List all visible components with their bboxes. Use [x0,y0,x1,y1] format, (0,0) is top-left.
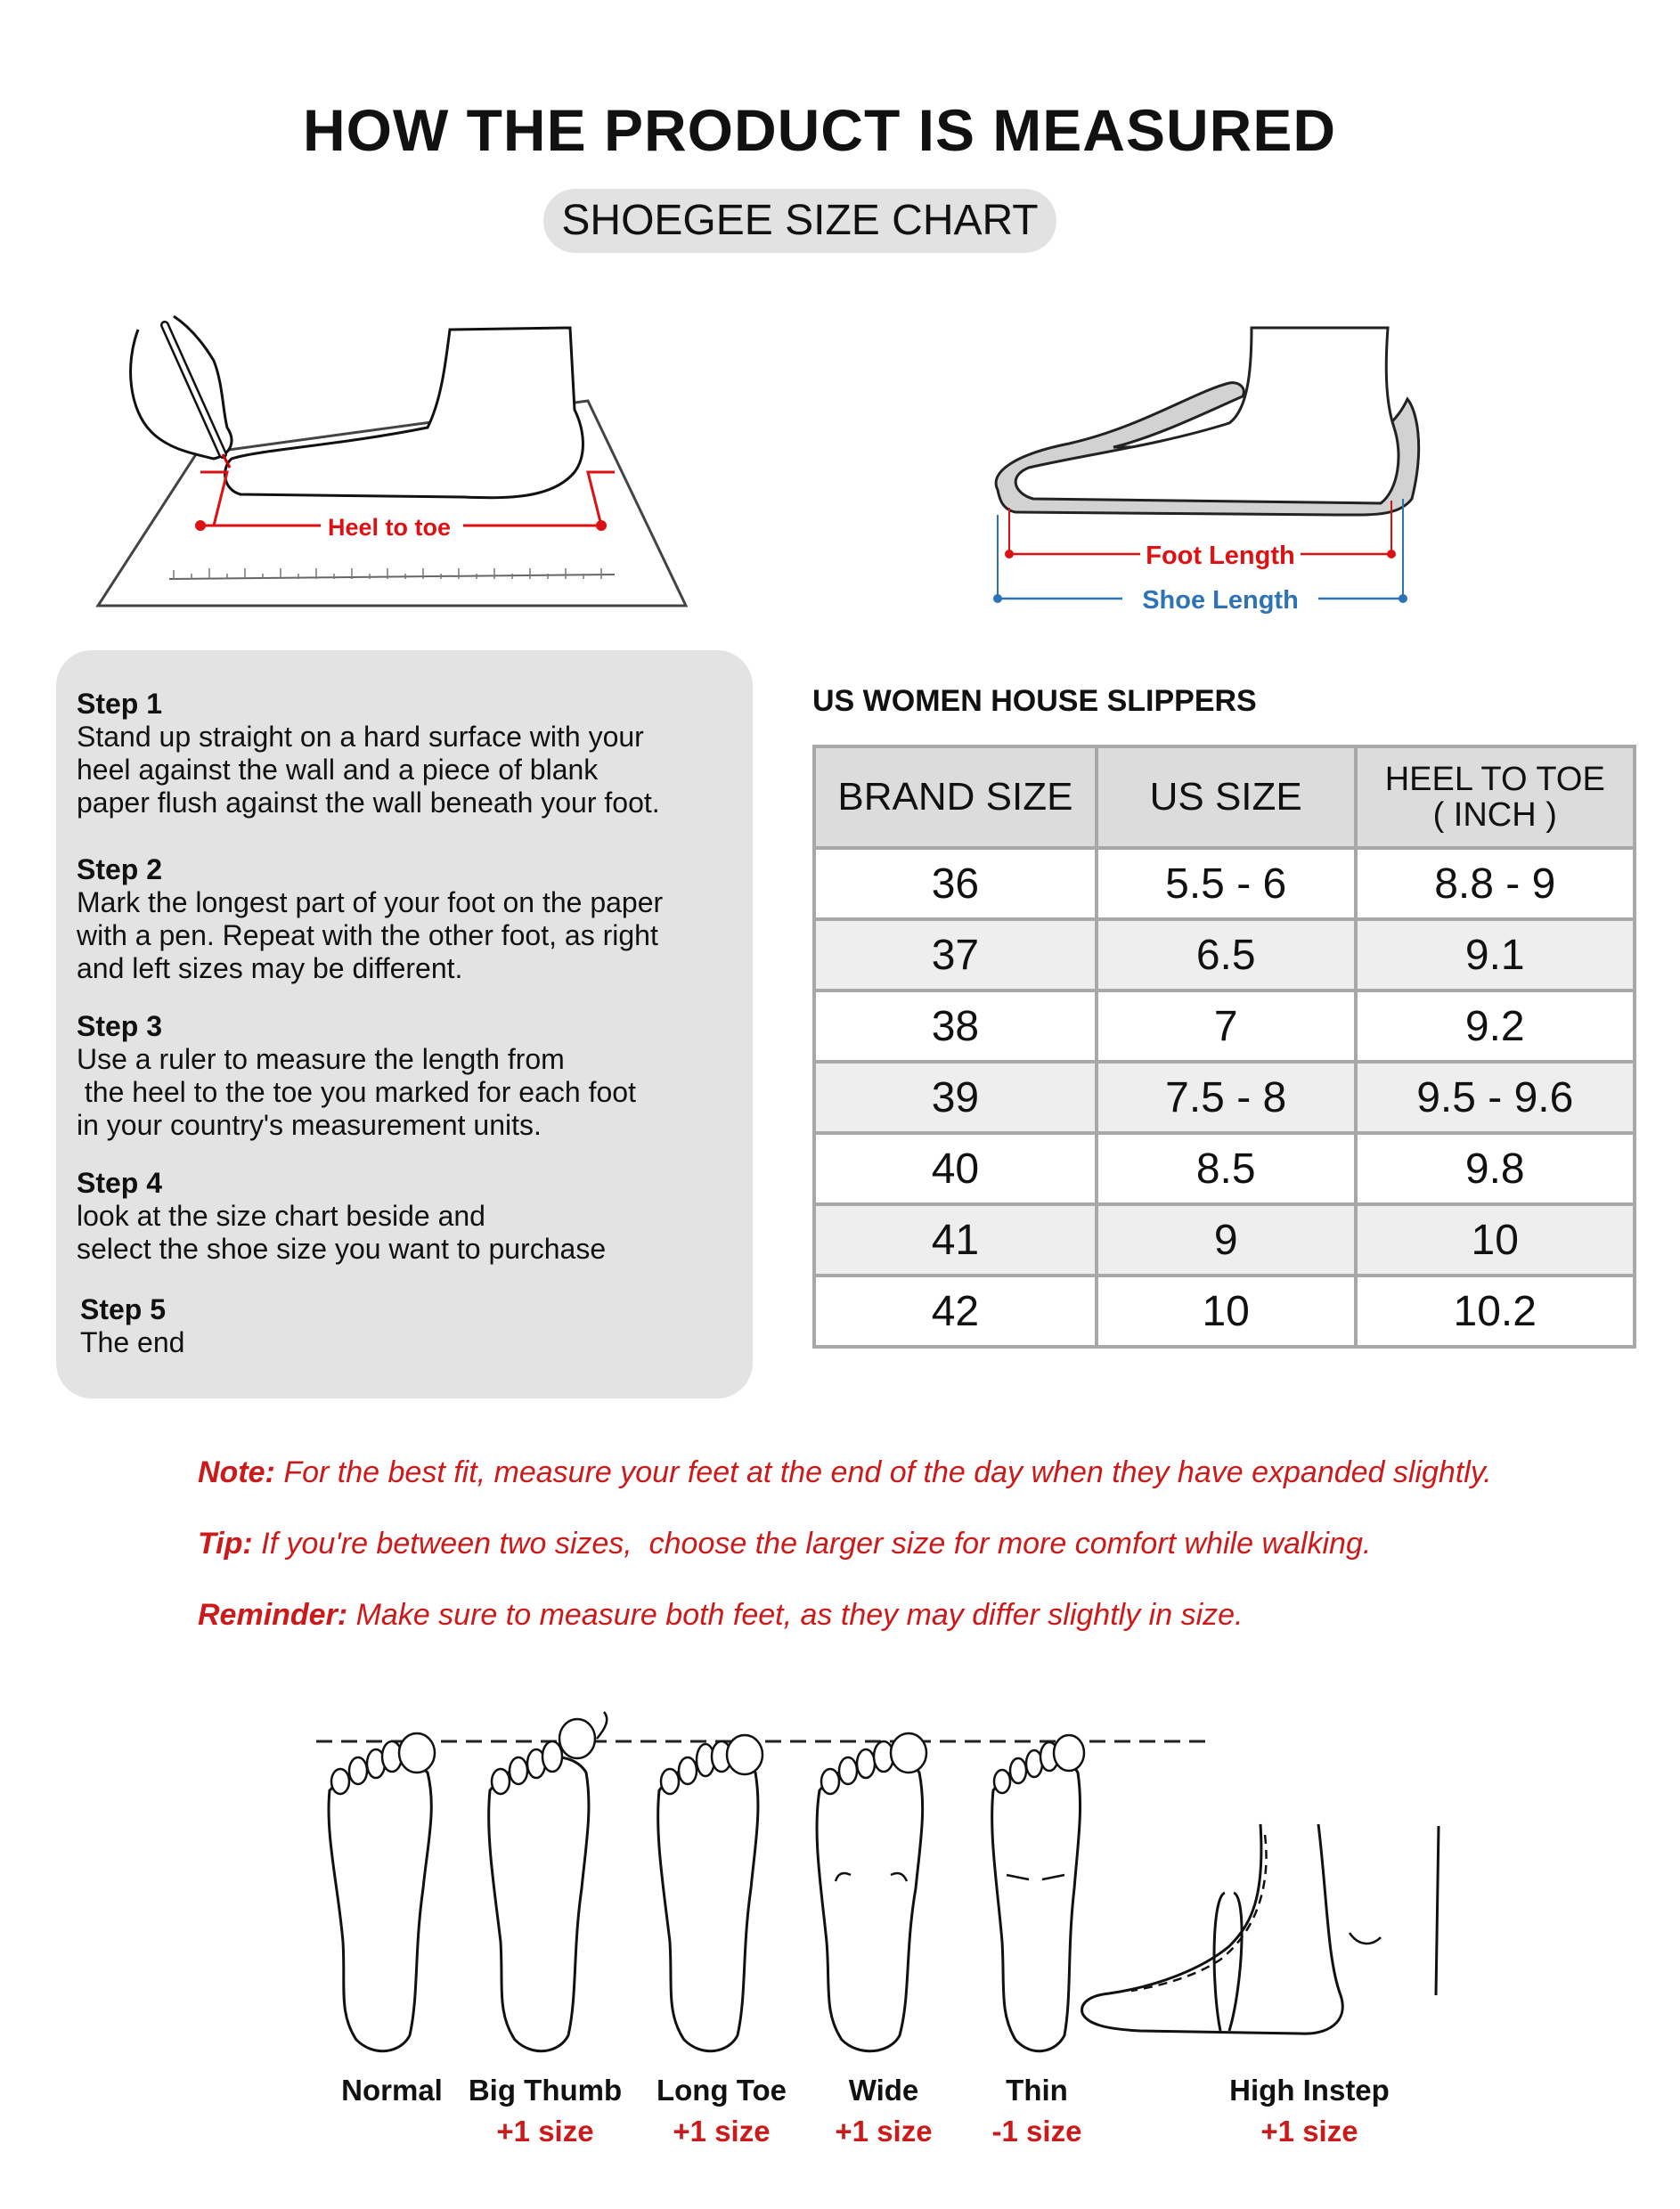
heel-to-toe-header [1356,746,1635,848]
foot-size-big-thumb: +1 size [496,2115,594,2148]
step-heading: Step 3 [77,1010,163,1042]
step-line: The end [80,1326,185,1358]
brand-size-cell: 41 [814,1204,1097,1276]
us-size-header: US SIZE [1097,746,1356,848]
step-line: in your country's measurement units. [77,1109,542,1141]
brand-size-cell: 36 [814,848,1097,919]
heel-to-toe-header-unit: ( INCH ) [1432,796,1557,834]
foot-type-long-toe: Long Toe [656,2074,787,2107]
step-line: the heel to the toe you marked for each foot [77,1076,636,1108]
table-row [814,1276,1635,1347]
brand-size-header: BRAND SIZE [814,746,1097,848]
reminder-label: Reminder: [198,1598,348,1632]
foot-type-normal: Normal [341,2074,443,2107]
heel-to-toe-cell: 8.8 - 9 [1356,848,1635,919]
heel-to-toe-cell: 9.1 [1356,919,1635,990]
page-title: HOW THE PRODUCT IS MEASURED [302,97,1337,163]
heel-to-toe-cell: 10 [1356,1204,1635,1276]
us-size-cell: 7 [1097,990,1356,1062]
heel-to-toe-label: Heel to toe [327,514,452,541]
step-line: Use a ruler to measure the length from [77,1043,565,1075]
reminder-line [198,1598,1243,1633]
size-table [812,745,1636,1349]
step-heading: Step 5 [80,1293,167,1325]
step-line: paper flush against the wall beneath your foot. [77,787,660,819]
step-3 [77,1010,754,1142]
heel-to-toe-cell: 9.5 - 9.6 [1356,1062,1635,1133]
step-1 [77,688,754,819]
table-row [814,1133,1635,1204]
note-line [198,1455,1492,1490]
us-size-cell: 5.5 - 6 [1097,848,1356,919]
foot-size-wide: +1 size [835,2115,933,2148]
step-line: heel against the wall and a piece of blank [77,754,599,786]
size-chart-badge: SHOEGEE SIZE CHART [543,189,1056,253]
brand-size-cell: 40 [814,1133,1097,1204]
table-row [814,1204,1635,1276]
table-row [814,990,1635,1062]
us-size-cell: 9 [1097,1204,1356,1276]
foot-size-thin: -1 size [991,2115,1082,2148]
step-line: with a pen. Repeat with the other foot, as right [77,919,658,951]
table-row [814,848,1635,919]
step-4 [77,1167,754,1266]
us-size-cell: 8.5 [1097,1133,1356,1204]
step-line: select the shoe size you want to purchase [77,1233,607,1265]
brand-size-cell: 39 [814,1062,1097,1133]
table-row [814,919,1635,990]
step-line: and left sizes may be different. [77,952,463,984]
note-text: For the best fit, measure your feet at the end of the day when they have expanded slightly. [274,1455,1492,1489]
step-heading: Step 4 [77,1167,163,1199]
heel-to-toe-cell: 9.8 [1356,1133,1635,1204]
reminder-text: Make sure to measure both feet, as they may differ slightly in size. [347,1598,1244,1632]
foot-types-illustration [303,1692,1461,2075]
step-heading: Step 2 [77,853,163,885]
heel-to-toe-cell: 10.2 [1356,1276,1635,1347]
shoe-length-label: Shoe Length [1142,586,1299,615]
foot-type-high-instep: High Instep [1229,2074,1390,2107]
step-line: Stand up straight on a hard surface with your [77,721,644,753]
heel-to-toe-diagram [89,276,713,615]
foot-type-thin: Thin [1006,2074,1068,2107]
heel-to-toe-cell: 9.2 [1356,990,1635,1062]
brand-size-cell: 38 [814,990,1097,1062]
tip-line [198,1527,1371,1561]
step-line: look at the size chart beside and [77,1200,485,1232]
step-2 [77,853,754,985]
tip-label: Tip: [198,1527,253,1561]
step-line: Mark the longest part of your foot on the paper [77,886,664,918]
tip-text: If you're between two sizes, choose the larger size for more comfort while walking. [252,1527,1372,1561]
step-heading: Step 1 [77,688,163,720]
heel-to-toe-header-title: HEEL TO TOE [1384,761,1605,798]
foot-type-wide: Wide [848,2074,919,2107]
us-size-cell: 10 [1097,1276,1356,1347]
foot-shoe-length-diagram [980,312,1425,615]
foot-length-label: Foot Length [1146,542,1295,570]
brand-size-cell: 37 [814,919,1097,990]
table-title: US WOMEN HOUSE SLIPPERS [812,684,1257,718]
foot-size-long-toe: +1 size [673,2115,771,2148]
us-size-cell: 6.5 [1097,919,1356,990]
note-label: Note: [198,1455,275,1489]
brand-size-cell: 42 [814,1276,1097,1347]
step-5 [80,1293,757,1359]
foot-type-big-thumb: Big Thumb [468,2074,623,2107]
foot-size-high-instep: +1 size [1260,2115,1358,2148]
table-row [814,1062,1635,1133]
table-header-row [814,746,1635,848]
us-size-cell: 7.5 - 8 [1097,1062,1356,1133]
